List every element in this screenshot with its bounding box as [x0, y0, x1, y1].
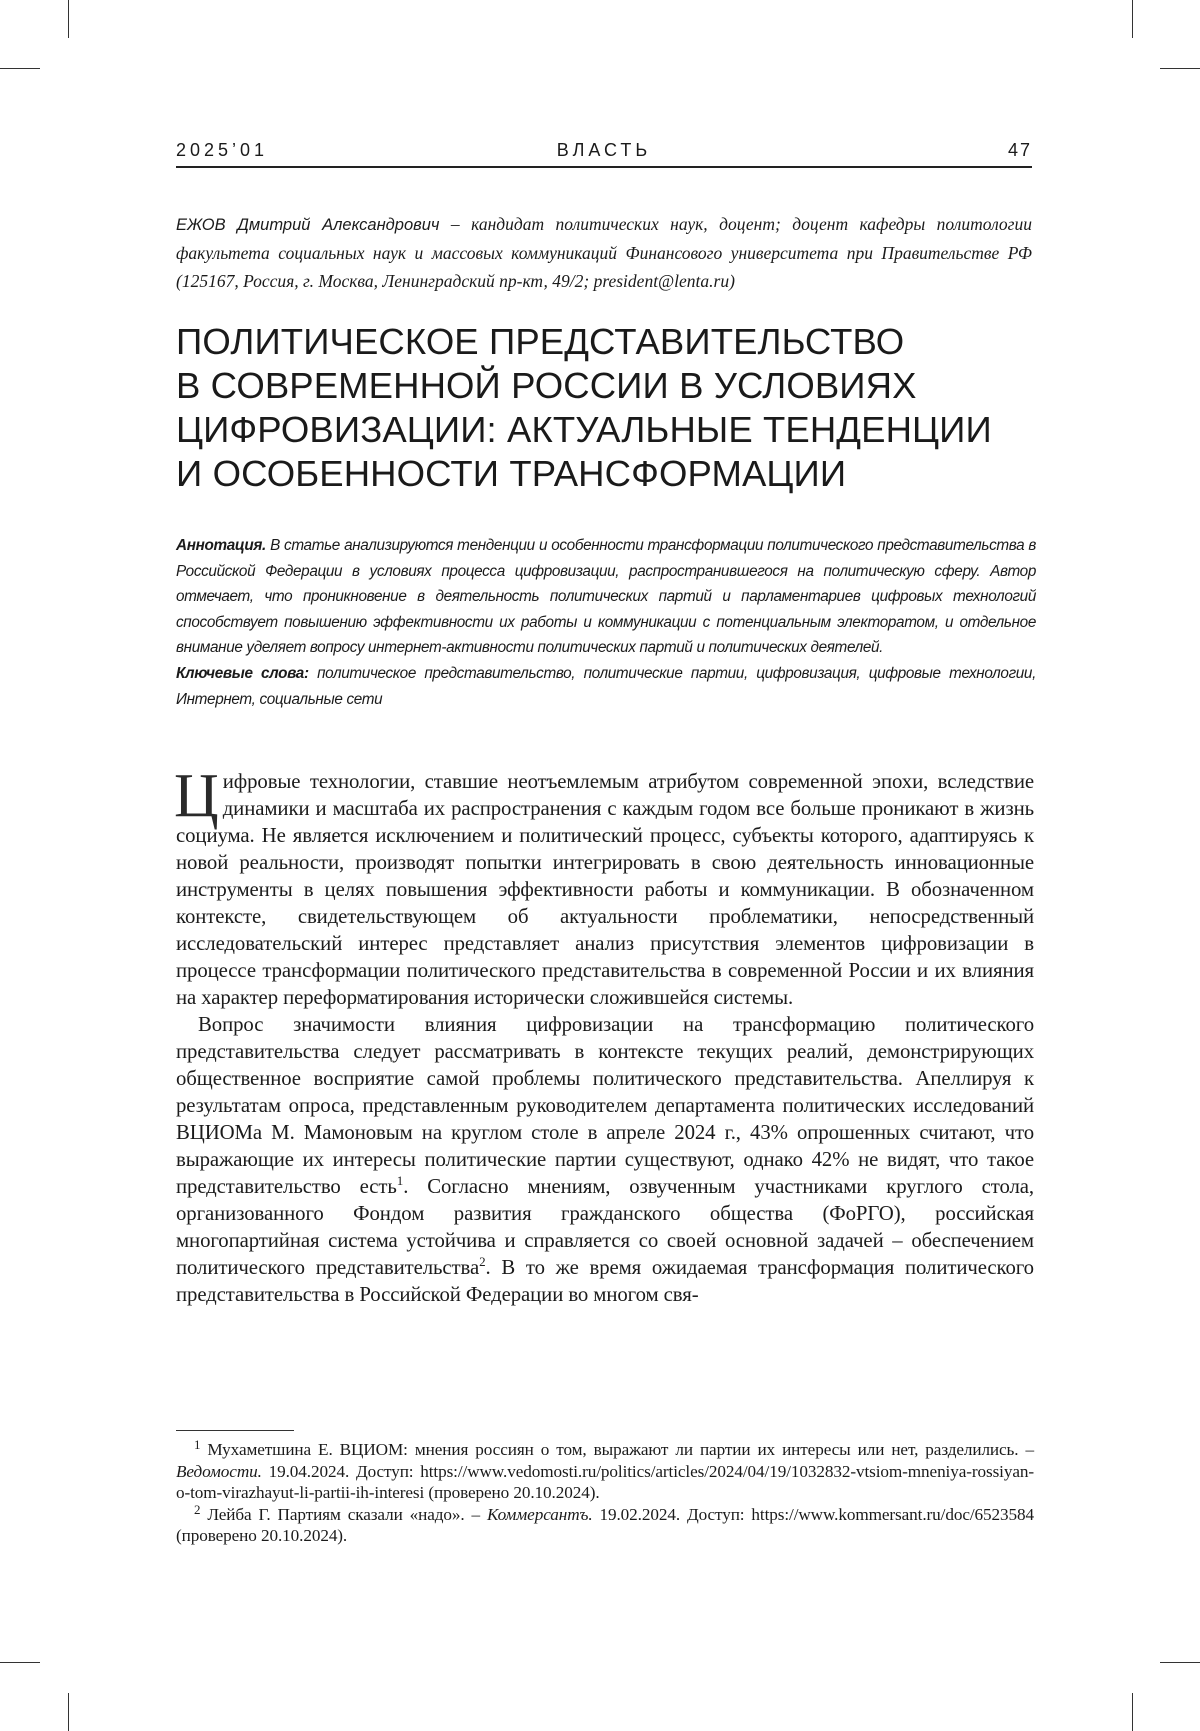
- drop-cap: Ц: [174, 762, 219, 830]
- crop-mark: [0, 1662, 40, 1663]
- journal-name: ВЛАСТЬ: [556, 140, 652, 160]
- crop-mark: [68, 1693, 69, 1731]
- footnote-reference[interactable]: 1: [396, 1173, 404, 1188]
- article-title: [176, 320, 1046, 496]
- keywords-text: политическое представительство, политические партии, цифровизация, цифровые технологии, Интернет, социальные сети: [176, 664, 1036, 708]
- crop-mark: [0, 68, 40, 69]
- footnote-source: Ведомости.: [176, 1461, 262, 1481]
- footnote-number: 1: [194, 1437, 201, 1452]
- abstract: [176, 533, 1036, 712]
- footnote-text: 19.02.2024. Доступ: https://www.kommersant.ru/doc/6523584 (проверено 20.10.2024).: [176, 1504, 1034, 1545]
- body-paragraph: [174, 762, 1034, 1011]
- footnote-divider: [176, 1430, 294, 1431]
- footnote: [176, 1501, 1034, 1547]
- title-line: ПОЛИТИЧЕСКОЕ ПРЕДСТАВИТЕЛЬСТВО: [176, 321, 905, 362]
- crop-mark: [68, 0, 69, 38]
- crop-mark: [1160, 68, 1200, 69]
- footnote-number: 2: [194, 1501, 201, 1517]
- keywords-label: Ключевые слова:: [176, 664, 309, 682]
- footnote-text: Мухаметшина Е. ВЦИОМ: мнения россиян о том, выражают ли партии их интересы или нет, разделились. –: [200, 1440, 1034, 1459]
- author-block: [176, 210, 1032, 295]
- abstract-text: В статье анализируются тенденции и особенности трансформации политического представительства в Российской Федерации в условиях процесса цифровизации, распространившегося на политическую сферу. Автор отмечает, что проникновение в деятельность политических партий и парламентариев цифровых технологий способствует повышению эффективности их работы и коммуникации с потенциальным электоратом, и отдельное внимание уделяет вопросу интернет-активности политических партий и политических деятелей.: [176, 537, 1036, 657]
- page-number: 47: [1007, 140, 1032, 160]
- footnote-reference[interactable]: 2: [479, 1254, 486, 1269]
- title-line: В СОВРЕМЕННОЙ РОССИИ В УСЛОВИЯХ: [176, 365, 917, 406]
- crop-mark: [1132, 1693, 1133, 1731]
- article-body: [174, 762, 1034, 1308]
- footnote-source: Коммерсантъ.: [486, 1504, 593, 1524]
- paragraph-text: . Согласно мнениям, озвученным участниками круглого стола, организованного Фондом развития гражданского общества (ФоРГО), российская многопартийная система устойчива и справляется со своей основной задачей – обеспечением политического представительства: [176, 1175, 1034, 1279]
- running-head: [176, 140, 1032, 168]
- author-name: ЕЖОВ Дмитрий Александрович: [176, 216, 440, 234]
- footnote-text: 19.04.2024. Доступ: https://www.vedomosti.ru/politics/articles/2024/04/19/1032832-vtsiom-mneniya-rossiyan-o-tom-virazhayut-li-partii-ih-interesi (проверено 20.10.2024).: [176, 1461, 1034, 1502]
- paragraph-text: . В то же время ожидаемая трансформация политического представительства в Российской Федерации во многом свя-: [176, 1256, 1034, 1306]
- keywords-paragraph: [176, 661, 1036, 712]
- abstract-paragraph: [176, 533, 1036, 661]
- footnotes: [176, 1439, 1034, 1547]
- abstract-label: Аннотация.: [176, 537, 266, 554]
- title-line: ЦИФРОВИЗАЦИИ: АКТУАЛЬНЫЕ ТЕНДЕНЦИИ: [176, 409, 992, 450]
- footnote: [176, 1439, 1034, 1504]
- issue-number: 2025’01: [176, 140, 269, 160]
- title-line: И ОСОБЕННОСТИ ТРАНСФОРМАЦИИ: [176, 453, 847, 494]
- paragraph-text: ифровые технологии, ставшие неотъемлемым атрибутом современной эпохи, вследствие динамики и масштаба их распространения с каждым годом все больше проникают в жизнь социума. Не является исключением и политический процесс, субъекты которого, адаптируясь к новой реальности, производят попытки интегрировать в свою деятельность инновационные инструменты в целях повышения эффективности работы и коммуникации. В обозначенном контексте, свидетельствующем об актуальности проблематики, непосредственный исследовательский интерес представляет анализ присутствия элементов цифровизации в процессе трансформации политического представительства в современной России и их влияния на характер переформатирования исторически сложившейся системы.: [176, 770, 1034, 1009]
- author-info: – кандидат политических наук, доцент; доцент кафедры политологии факультета социальных наук и массовых коммуникаций Финансового университета при Правительстве РФ (125167, Россия, г. Москва, Ленинградский пр-кт, 49/2; president@lenta.ru): [176, 214, 1032, 291]
- paragraph-text: Вопрос значимости влияния цифровизации на трансформацию политического представительства следует рассматривать в контексте текущих реалий, демонстрирующих общественное восприятие самой проблемы политического представительства. Апеллируя к результатам опроса, представленным руководителем департамента политических исследований ВЦИОМа М. Мамоновым на круглом столе в апреле 2024 г., 43% опрошенных считают, что выражающие их интересы политические партии существуют, однако 42% не видят, что такое представительство есть: [176, 1013, 1034, 1198]
- crop-mark: [1132, 0, 1133, 38]
- crop-mark: [1160, 1662, 1200, 1663]
- footnote-text: Лейба Г. Партиям сказали «надо». –: [200, 1504, 487, 1524]
- body-paragraph: [176, 1011, 1034, 1308]
